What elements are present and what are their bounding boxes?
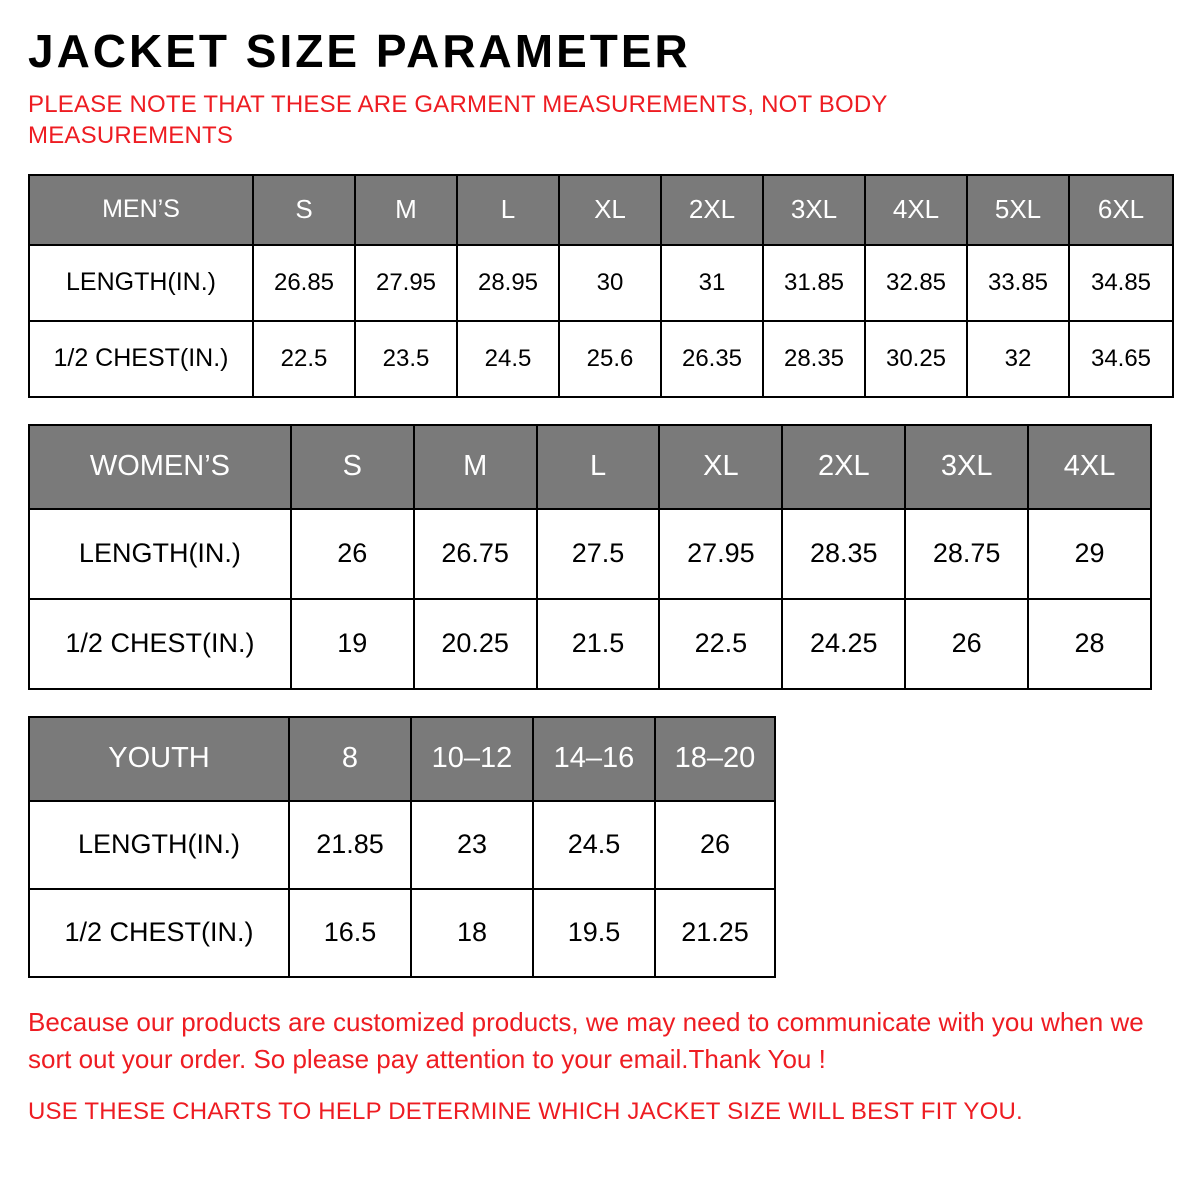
mens-chest-4xl: 30.25 — [865, 321, 967, 397]
chart-usage-note: USE THESE CHARTS TO HELP DETERMINE WHICH JACKET SIZE WILL BEST FIT YOU. — [28, 1097, 1023, 1125]
mens-length-4xl: 32.85 — [865, 245, 967, 321]
youth-length-10-12: 23 — [411, 801, 533, 889]
table-row — [29, 599, 1151, 689]
womens-size-table — [28, 424, 1152, 690]
mens-header-2xl: 2XL — [661, 175, 763, 245]
table-row — [29, 321, 1173, 397]
mens-length-6xl: 34.85 — [1069, 245, 1173, 321]
mens-size-table — [28, 174, 1174, 398]
garment-measurement-note: PLEASE NOTE THAT THESE ARE GARMENT MEASUREMENTS, NOT BODY MEASUREMENTS — [28, 90, 888, 150]
mens-header-4xl: 4XL — [865, 175, 967, 245]
youth-header-18-20: 18–20 — [655, 717, 775, 801]
mens-chest-label: 1/2 CHEST(IN.) — [29, 321, 253, 397]
womens-header-m: M — [414, 425, 537, 509]
mens-length-s: 26.85 — [253, 245, 355, 321]
mens-header-6xl: 6XL — [1069, 175, 1173, 245]
mens-length-label: LENGTH(IN.) — [29, 245, 253, 321]
womens-header-xl: XL — [659, 425, 782, 509]
womens-chest-2xl: 24.25 — [782, 599, 905, 689]
womens-length-2xl: 28.35 — [782, 509, 905, 599]
mens-header-m: M — [355, 175, 457, 245]
youth-chest-18-20: 21.25 — [655, 889, 775, 977]
womens-length-s: 26 — [291, 509, 414, 599]
youth-header-8: 8 — [289, 717, 411, 801]
mens-header-l: L — [457, 175, 559, 245]
table-header-row — [29, 175, 1173, 245]
mens-header-label: MEN’S — [29, 175, 253, 245]
womens-header-4xl: 4XL — [1028, 425, 1151, 509]
youth-length-14-16: 24.5 — [533, 801, 655, 889]
mens-chest-5xl: 32 — [967, 321, 1069, 397]
mens-length-l: 28.95 — [457, 245, 559, 321]
youth-chest-label: 1/2 CHEST(IN.) — [29, 889, 289, 977]
youth-length-8: 21.85 — [289, 801, 411, 889]
table-row — [29, 245, 1173, 321]
table-header-row — [29, 425, 1151, 509]
youth-chest-10-12: 18 — [411, 889, 533, 977]
womens-header-3xl: 3XL — [905, 425, 1028, 509]
mens-chest-l: 24.5 — [457, 321, 559, 397]
mens-chest-6xl: 34.65 — [1069, 321, 1173, 397]
womens-length-4xl: 29 — [1028, 509, 1151, 599]
mens-header-xl: XL — [559, 175, 661, 245]
youth-header-label: YOUTH — [29, 717, 289, 801]
table-row — [29, 889, 775, 977]
mens-header-s: S — [253, 175, 355, 245]
mens-chest-m: 23.5 — [355, 321, 457, 397]
mens-length-xl: 30 — [559, 245, 661, 321]
womens-chest-s: 19 — [291, 599, 414, 689]
womens-header-label: WOMEN’S — [29, 425, 291, 509]
mens-length-5xl: 33.85 — [967, 245, 1069, 321]
youth-chest-14-16: 19.5 — [533, 889, 655, 977]
womens-length-label: LENGTH(IN.) — [29, 509, 291, 599]
youth-header-14-16: 14–16 — [533, 717, 655, 801]
womens-length-xl: 27.95 — [659, 509, 782, 599]
table-row — [29, 801, 775, 889]
table-header-row — [29, 717, 775, 801]
womens-chest-m: 20.25 — [414, 599, 537, 689]
mens-length-3xl: 31.85 — [763, 245, 865, 321]
customization-note: Because our products are customized products, we may need to communicate with you when we sort out your order. So please pay attention to your email.Thank You ! — [28, 1006, 1144, 1074]
page-title: JACKET SIZE PARAMETER — [28, 25, 691, 77]
mens-chest-s: 22.5 — [253, 321, 355, 397]
mens-chest-xl: 25.6 — [559, 321, 661, 397]
mens-header-3xl: 3XL — [763, 175, 865, 245]
mens-chest-3xl: 28.35 — [763, 321, 865, 397]
womens-header-2xl: 2XL — [782, 425, 905, 509]
mens-header-5xl: 5XL — [967, 175, 1069, 245]
womens-length-l: 27.5 — [537, 509, 660, 599]
womens-chest-l: 21.5 — [537, 599, 660, 689]
table-row — [29, 509, 1151, 599]
womens-chest-xl: 22.5 — [659, 599, 782, 689]
womens-chest-label: 1/2 CHEST(IN.) — [29, 599, 291, 689]
mens-length-2xl: 31 — [661, 245, 763, 321]
womens-chest-3xl: 26 — [905, 599, 1028, 689]
youth-length-label: LENGTH(IN.) — [29, 801, 289, 889]
mens-chest-2xl: 26.35 — [661, 321, 763, 397]
womens-header-s: S — [291, 425, 414, 509]
youth-header-10-12: 10–12 — [411, 717, 533, 801]
youth-size-table — [28, 716, 776, 978]
womens-header-l: L — [537, 425, 660, 509]
youth-chest-8: 16.5 — [289, 889, 411, 977]
womens-length-m: 26.75 — [414, 509, 537, 599]
womens-chest-4xl: 28 — [1028, 599, 1151, 689]
youth-length-18-20: 26 — [655, 801, 775, 889]
womens-length-3xl: 28.75 — [905, 509, 1028, 599]
mens-length-m: 27.95 — [355, 245, 457, 321]
